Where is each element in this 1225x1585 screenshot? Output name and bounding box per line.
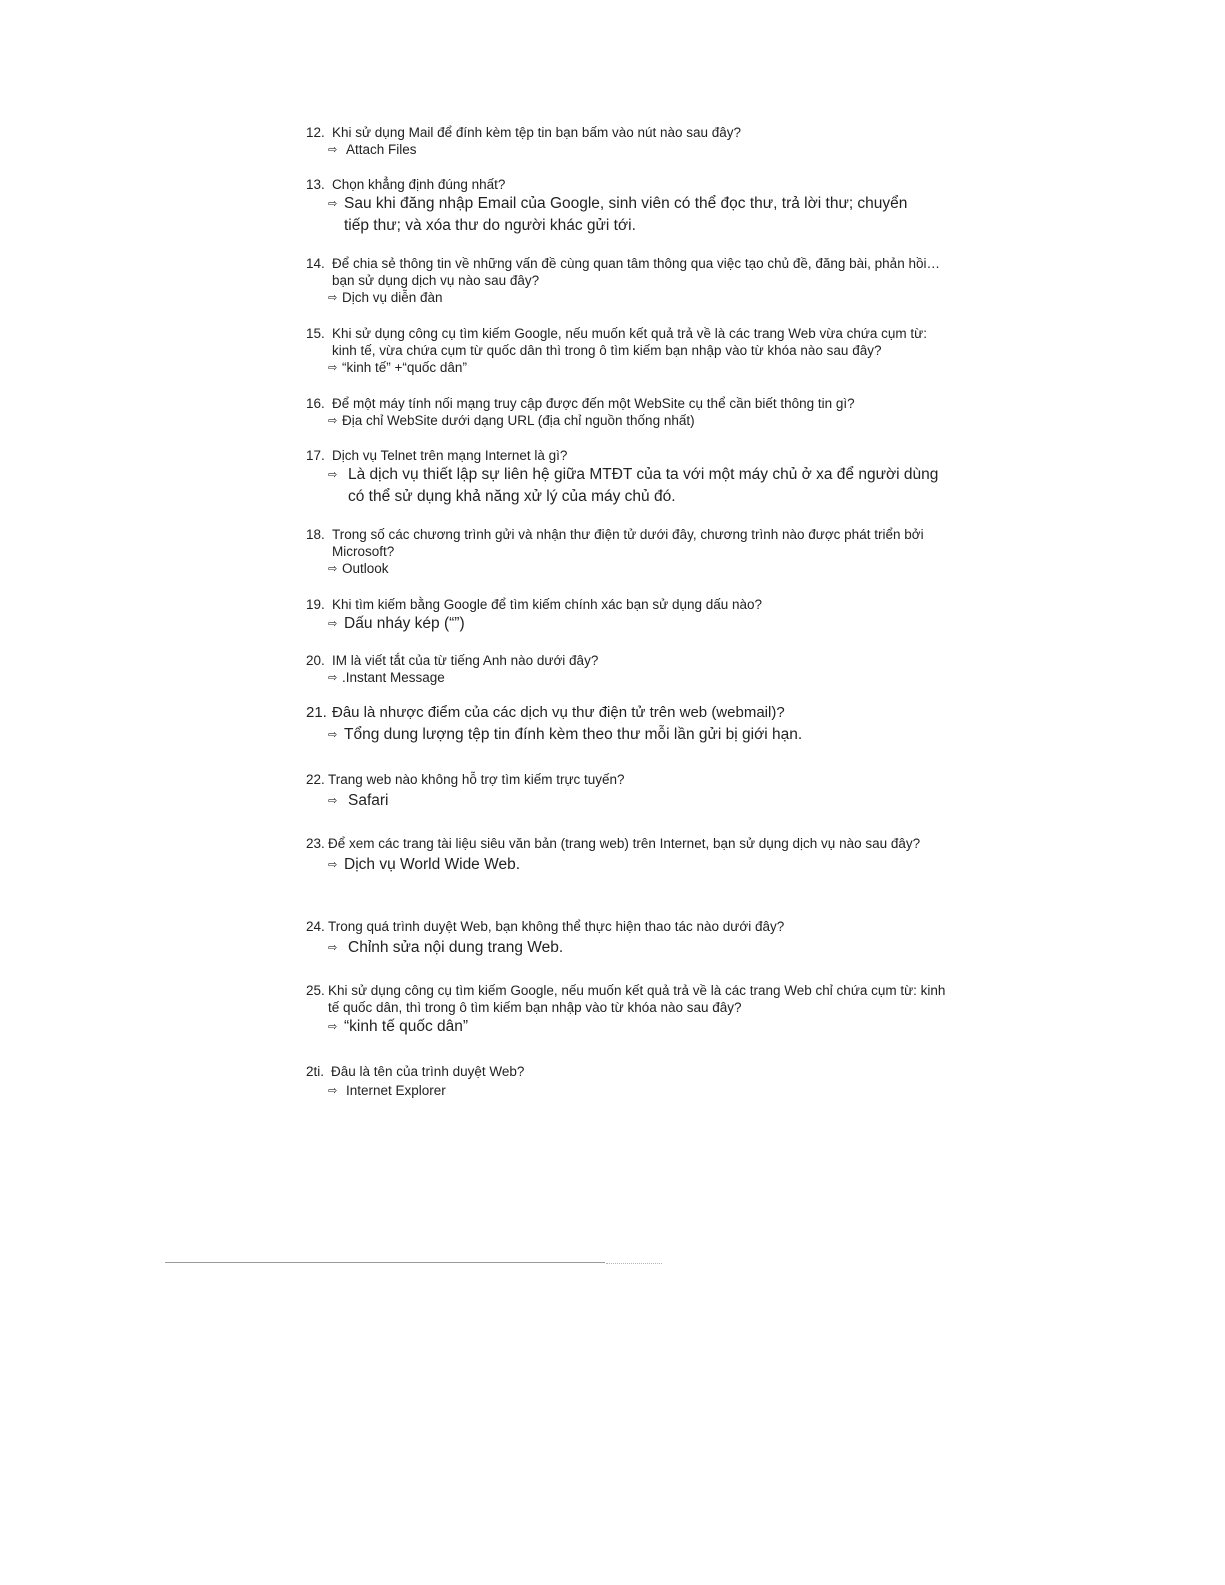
question-number: 21. [306,704,327,721]
question-number: 18. [306,527,325,542]
question-item [306,325,946,376]
question-item [306,395,946,429]
question-text: 22. Trang web nào không hỗ trợ tìm kiếm trực tuyến? [306,772,625,787]
question-item [306,835,946,876]
question-number: 19. [306,597,325,612]
arrow-right-icon: ⇨ [328,414,338,427]
question-item [306,176,946,237]
arrow-right-icon: ⇨ [328,361,338,374]
answer-text: ⇨ Là dịch vụ thiết lập sự liên hệ giữa MTĐT của ta với một máy chủ ở xa để người dùng có thể sử dụng khả năng xử lý của máy chủ đó. [328,466,939,505]
question-number: 16. [306,396,325,411]
answer-text: ⇨ Outlook [328,561,389,576]
question-text: 25. Khi sử dụng công cụ tìm kiếm Google, nếu muốn kết quả trả về là các trang Web chỉ chứa cụm từ: kinh tế quốc dân, thì trong ô tìm kiếm bạn nhập vào từ khóa nào sau đây? [306,983,946,1015]
question-item [306,982,946,1038]
answer-text: ⇨ Tổng dung lượng tệp tin đính kèm theo thư mỗi lần gửi bị giới hạn. [328,724,946,746]
arrow-right-icon: ⇨ [328,941,338,954]
question-text: 24. Trong quá trình duyệt Web, bạn không thể thực hiện thao tác nào dưới đây? [306,919,785,934]
answer-text: ⇨ “kinh tế quốc dân” [328,1016,946,1038]
question-item [306,255,946,306]
question-item [306,704,946,746]
question-item [306,918,946,959]
footer-dotted-divider [606,1259,662,1264]
question-item [306,771,946,812]
question-text: 20. IM là viết tắt của từ tiếng Anh nào dưới đây? [306,653,599,668]
answer-text: ⇨ .Instant Message [328,670,445,685]
arrow-right-icon: ⇨ [328,562,338,575]
answer-text: ⇨ “kinh tế” +“quốc dân” [328,360,467,375]
question-text: 21. Đâu là nhược điểm của các dịch vụ thư điện tử trên web (webmail)? [306,704,785,721]
answer-text: ⇨ Attach Files [328,142,417,157]
footer-divider [165,1262,605,1263]
arrow-right-icon: ⇨ [328,1020,338,1033]
arrow-right-icon: ⇨ [328,617,338,630]
question-text: 12. Khi sử dụng Mail để đính kèm tệp tin bạn bấm vào nút nào sau đây? [306,125,742,140]
question-text: 18. Trong số các chương trình gửi và nhận thư điện tử dưới đây, chương trình nào được phát triển bởi Microsoft? [306,527,924,559]
question-number: 14. [306,256,325,271]
question-text: 23. Để xem các trang tài liệu siêu văn bản (trang web) trên Internet, bạn sử dụng dịch vụ nào sau đây? [306,836,921,851]
question-item [306,1063,946,1099]
question-item [306,652,946,686]
arrow-right-icon: ⇨ [328,794,338,807]
arrow-right-icon: ⇨ [328,1084,338,1097]
answer-text: ⇨ Sau khi đăng nhập Email của Google, sinh viên có thể đọc thư, trả lời thư; chuyển tiếp thư; và xóa thư do người khác gửi tới. [328,195,908,234]
question-number: 24. [306,919,325,934]
arrow-right-icon: ⇨ [328,858,338,871]
arrow-right-icon: ⇨ [328,468,338,481]
question-number: 12. [306,125,325,140]
question-number: 23. [306,836,325,851]
answer-text: ⇨ Safari [328,790,946,812]
question-number: 20. [306,653,325,668]
question-item [306,447,946,508]
answer-text: ⇨ Dịch vụ diễn đàn [328,290,443,305]
question-number: 25. [306,983,325,998]
arrow-right-icon: ⇨ [328,671,338,684]
question-number: 15. [306,326,325,341]
question-item [306,596,946,635]
arrow-right-icon: ⇨ [328,291,338,304]
answer-text: ⇨ Chỉnh sửa nội dung trang Web. [328,937,946,959]
answer-text: ⇨ Dấu nháy kép (“”) [328,613,946,635]
answer-text: ⇨ Dịch vụ World Wide Web. [328,854,946,876]
question-item [306,526,946,577]
arrow-right-icon: ⇨ [328,197,338,210]
question-text: 16. Để một máy tính nối mạng truy cập được đến một WebSite cụ thể cần biết thông tin gì? [306,396,855,411]
arrow-right-icon: ⇨ [328,728,338,741]
question-number: 22. [306,772,325,787]
question-text: 2ti. Đâu là tên của trình duyệt Web? [306,1064,525,1079]
question-text: 13. Chọn khẳng định đúng nhất? [306,177,506,192]
question-number: 2ti. [306,1064,325,1079]
answer-text: ⇨ Địa chỉ WebSite dưới dạng URL (địa chỉ nguồn thống nhất) [328,413,695,428]
question-text: 15. Khi sử dụng công cụ tìm kiếm Google, nếu muốn kết quả trả về là các trang Web vừa chứa cụm từ: kinh tế, vừa chứa cụm từ quốc dân thì trong ô tìm kiếm bạn nhập vào từ khóa nào sau đây? [306,326,927,358]
question-item [306,124,946,158]
question-text: 14. Để chia sẻ thông tin về những vấn đề cùng quan tâm thông qua việc tạo chủ đề, đăng bài, phản hồi… bạn sử dụng dịch vụ nào sau đây? [306,256,940,288]
question-text: 17. Dịch vụ Telnet trên mạng Internet là gì? [306,448,568,463]
question-number: 13. [306,177,325,192]
question-number: 17. [306,448,325,463]
question-text: 19. Khi tìm kiếm bằng Google để tìm kiếm chính xác bạn sử dụng dấu nào? [306,597,763,612]
answer-text: ⇨ Internet Explorer [328,1083,446,1098]
arrow-right-icon: ⇨ [328,143,338,156]
